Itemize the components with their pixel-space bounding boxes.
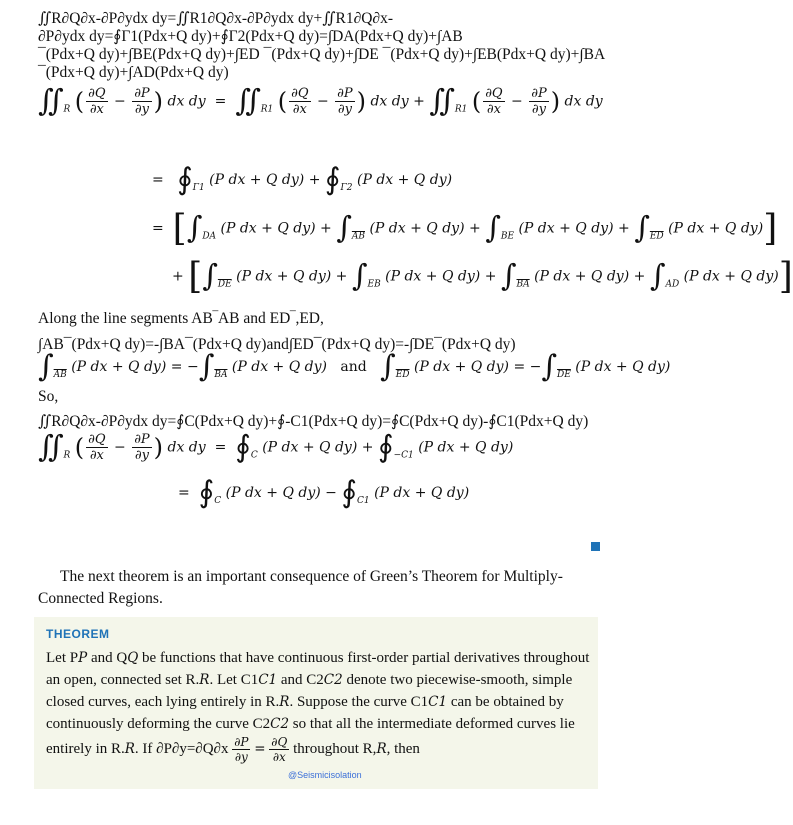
math-symbol: R <box>279 694 290 710</box>
path-label: AD <box>665 279 680 290</box>
minus-sign: − <box>325 485 337 501</box>
theorem-text-part: so that all the intermediate deformed curves lie entirely in R. <box>46 716 575 757</box>
integrand: (P dx + Q dy) <box>374 485 470 501</box>
minus-sign: − <box>511 93 523 110</box>
curve-label: C <box>250 450 258 461</box>
partial-p: ∂P <box>337 86 353 101</box>
integrand: (P dx + Q dy) <box>369 220 465 237</box>
so-equation-line-1: $∬_R$ ( $\frac{\partial Q}{\partial x}$ − $\frac{\partial P}{\partial y}$ ) dx dy = $∮_C$ (P dx + Q $dy) + ∮_{-C1}$ (P dx + Q dy) <box>38 429 514 465</box>
theorem-text: Let PP and QQ be functions that have continuous first-order partial derivatives throughout an open, connected set R.R. Let C1C1 and C2C2 denote two piecewise-smooth, simple closed curves, each lying entirely in R.R. Suppose the curve C1C1 can be obtained by continuously deforming the curve C2C2 so that all the intermediate deformed curves lie entirely in R.R. If ∂P∂y=∂Q∂x $\frac{\partial P}{\partial y}$ = $\frac{\partial Q}{\partial x}$ throughout R,R, then <box>46 650 590 764</box>
equation-line-3: = [$\int_{DA}$ (P dx + Q $dy) + \int_{\overline{AB}}$ (P dx + Q $dy) + \int_{BE}$ (P dx + Q $dy) + \int_{\overline{ED}}$ (P dx + Q dy)] <box>152 208 778 249</box>
theorem-text-part: Let C1 <box>216 672 259 688</box>
theorem-label: THEOREM <box>46 627 110 641</box>
path-label: ED <box>649 231 664 242</box>
so-alt-text: ∬R∂Q∂x-∂P∂ydx dy=∮C(Pdx+Q dy)+∮-C1(Pdx+Q dy)=∮C(Pdx+Q dy)-∮C1(Pdx+Q dy) <box>38 413 589 430</box>
theorem-box <box>34 617 598 789</box>
integrand: (P dx + Q dy) <box>220 220 316 237</box>
so-label: So, <box>38 388 59 405</box>
theorem-text-part: throughout R, <box>293 740 377 757</box>
integrand: (P dx + Q dy) <box>262 439 358 456</box>
end-of-proof-icon <box>591 542 600 551</box>
integrand: (P dx + Q dy) <box>209 172 305 188</box>
plus-sign: + <box>633 268 646 285</box>
plus-sign: + <box>335 268 348 285</box>
math-symbol: R <box>376 740 387 757</box>
integrand: (P dx + Q dy) <box>236 268 332 285</box>
plus-sign: + <box>469 220 481 237</box>
plus-sign: + <box>308 172 321 188</box>
path-label: BA <box>516 279 530 290</box>
intro-paragraph: The next theorem is an important consequence of Green’s Theorem for Multiply-Connected Regions. <box>38 568 563 607</box>
curve-label: Γ2 <box>340 183 353 193</box>
region-label: R1 <box>454 104 468 115</box>
path-label: BA <box>214 370 228 380</box>
theorem-text-part: Let P <box>46 650 79 666</box>
and-word: and <box>340 359 367 375</box>
region-label: R <box>63 104 71 115</box>
plus-sign: + <box>172 268 184 285</box>
partial-p: ∂P <box>134 86 150 101</box>
path-label: AB <box>53 370 67 380</box>
theorem-text-part: denote two piecewise-smooth, simple closed curves, each lying entirely in R. <box>46 672 573 710</box>
segments-equation: $\int_{\overline{AB}}$ (P dx + Q $dy) = -\int_{\overline{BA}}$ (P dx + Q dy) and $\int_{\overline{ED}}$ (P dx + Q $dy) = -\int_{\overline{DE}}$ (P dx + Q dy) <box>38 349 671 384</box>
dx-dy: dx dy <box>564 93 603 110</box>
alt-text-line-3: ¯(Pdx+Q dy)+∫BE(Pdx+Q dy)+∫ED ¯(Pdx+Q dy)+∫DE ¯(Pdx+Q dy)+∫EB(Pdx+Q dy)+∫BA <box>38 46 606 63</box>
minus-sign: − <box>529 359 542 375</box>
partial-q: ∂Q <box>291 86 309 101</box>
curve-label: C1 <box>357 496 370 506</box>
double-integral-symbol: ∬ <box>429 83 455 119</box>
equals-sign: = <box>214 93 227 110</box>
plus-sign: + <box>361 439 374 456</box>
contour-integral-symbol: ∮ <box>324 162 341 197</box>
integrand: (P dx + Q dy) <box>71 359 167 375</box>
partial-x: ∂x <box>89 102 104 117</box>
plus-sign: + <box>484 268 497 285</box>
partial-q: ∂Q <box>88 86 106 101</box>
theorem-text-part: Suppose the curve C1 <box>296 694 429 710</box>
alt-text-line-1: ∬R∂Q∂x-∂P∂ydx dy=∬R1∂Q∂x-∂P∂ydx dy+∬R1∂Q∂x- <box>38 10 393 27</box>
equals-sign: = <box>513 359 526 375</box>
integrand: (P dx + Q dy) <box>385 268 481 285</box>
partial-q-over-x: $\frac{\partial Q}{\partial x}$ <box>271 735 288 764</box>
integrand: (P dx + Q dy) <box>418 439 514 456</box>
equation-line-1: $∬_R$ ( $\frac{\partial Q}{\partial x}$ − $\frac{\partial P}{\partial y}$ ) dx dy = $∬_{R1}$ ( $\frac{\partial Q}{\partial x}$ − $\frac{\partial P}{\partial y}$ ) dx dy + $∬_{R1}$ ( $\frac{\partial Q}{\partial x}$ − $\frac{\partial P}{\partial y}$ ) dx dy <box>38 83 603 119</box>
math-symbol: R <box>124 740 135 757</box>
minus-sign: − <box>114 93 126 110</box>
math-symbol: C1 <box>428 694 448 710</box>
math-symbol: C1 <box>258 672 278 688</box>
integrand: (P dx + Q dy) <box>575 359 671 375</box>
math-symbol: C2 <box>323 672 343 688</box>
math-symbol: R <box>199 672 210 688</box>
partial-q: ∂Q <box>485 86 503 101</box>
partial-x: ∂x <box>89 448 104 463</box>
integrand: (P dx + Q dy) <box>356 172 453 188</box>
region-label: R1 <box>260 104 274 115</box>
equals-sign: = <box>170 359 183 375</box>
plus-sign: + <box>413 93 425 110</box>
curve-label: −C1 <box>393 450 414 461</box>
equals-sign: = <box>152 172 164 188</box>
double-integral-symbol: ∬ <box>38 83 64 119</box>
equals-sign: = <box>254 740 266 757</box>
path-label: DE <box>217 279 232 290</box>
path-label: AB <box>351 231 365 242</box>
theorem-text-part: be functions that have continuous first-order partial derivatives throughout an open, connected set R. <box>46 650 590 688</box>
partial-y: ∂y <box>134 102 149 117</box>
partial-x: ∂x <box>486 102 501 117</box>
equals-sign: = <box>152 220 164 237</box>
equals-sign: = <box>178 485 190 501</box>
integrand: (P dx + Q dy) <box>534 268 630 285</box>
equals-sign: = <box>214 439 227 456</box>
theorem-text-part: then <box>394 740 420 757</box>
path-label: DA <box>202 231 217 242</box>
partial-y: ∂y <box>531 102 546 117</box>
integrand: (P dx + Q dy) <box>683 268 779 285</box>
minus-sign: − <box>186 359 199 375</box>
math-symbol: P <box>78 650 88 666</box>
equation-line-2 <box>152 162 453 197</box>
equation-line-4: + [$\int_{\overline{DE}}$ (P dx + Q $dy) + \int_{EB}$ (P dx + Q $dy) + \int_{\overline{BA}}$ (P dx + Q $dy) + \int_{AD}$ (P dx + Q dy)] <box>172 256 793 297</box>
double-integral-symbol: ∬ <box>38 429 64 465</box>
theorem-text-part: and Q <box>90 650 128 666</box>
math-symbol: Q <box>127 650 139 666</box>
path-label: ED <box>395 370 410 380</box>
double-integral-symbol: ∬ <box>235 83 261 119</box>
theorem-text-part: can be obtained by continuously deforming the curve C2 <box>46 694 564 732</box>
plus-sign: + <box>320 220 332 237</box>
minus-sign: − <box>114 439 126 456</box>
path-label: EB <box>367 279 381 290</box>
curve-label: C <box>214 496 222 506</box>
path-label: BE <box>500 231 515 242</box>
segments-alt-text: ∫AB¯(Pdx+Q dy)=-∫BA¯(Pdx+Q dy)and∫ED¯(Pdx+Q dy)=-∫DE¯(Pdx+Q dy) <box>38 336 516 353</box>
alt-text-line-2: ∂P∂ydx dy=∮Γ1(Pdx+Q dy)+∮Γ2(Pdx+Q dy)=∫DA(Pdx+Q dy)+∫AB <box>38 28 463 45</box>
partial-p: ∂P <box>531 86 547 101</box>
integrand: (P dx + Q dy) <box>231 359 327 375</box>
integrand: (P dx + Q dy) <box>413 359 510 375</box>
dx-dy: dx dy <box>370 93 409 110</box>
partial-x: ∂x <box>292 102 307 117</box>
theorem-text-part: If ∂P∂y=∂Q∂x <box>142 740 229 757</box>
partial-p-over-y: $\frac{\partial P}{\partial y}$ <box>234 735 249 764</box>
partial-q: ∂Q <box>88 432 106 447</box>
partial-p: ∂P <box>134 432 150 447</box>
segments-sentence: Along the line segments AB‾AB and ED‾,ED, <box>38 310 324 327</box>
plus-sign: + <box>618 220 630 237</box>
so-equation-line-2: = $∮_C$ (P dx + Q $dy) - ∮_{C1}$ (P dx + Q dy) <box>178 475 470 510</box>
math-symbol: C2 <box>270 716 290 732</box>
curve-label: Γ1 <box>192 183 205 193</box>
alt-text-line-4: ¯(Pdx+Q dy)+∫AD(Pdx+Q dy) <box>38 64 229 81</box>
integrand: (P dx + Q dy) <box>225 485 321 501</box>
dx-dy: dx dy <box>167 439 206 456</box>
theorem-text-part: and C2 <box>280 672 324 688</box>
partial-y: ∂y <box>337 102 352 117</box>
path-label: DE <box>557 370 571 380</box>
watermark: @Seismicisolation <box>288 770 362 780</box>
dx-dy: dx dy <box>167 93 206 110</box>
region-label: R <box>63 450 71 461</box>
integrand: (P dx + Q dy) <box>668 220 764 237</box>
contour-integral-symbol: ∮ <box>177 162 193 197</box>
integrand: (P dx + Q dy) <box>518 220 614 237</box>
minus-sign: − <box>316 93 329 110</box>
partial-y: ∂y <box>134 448 149 463</box>
